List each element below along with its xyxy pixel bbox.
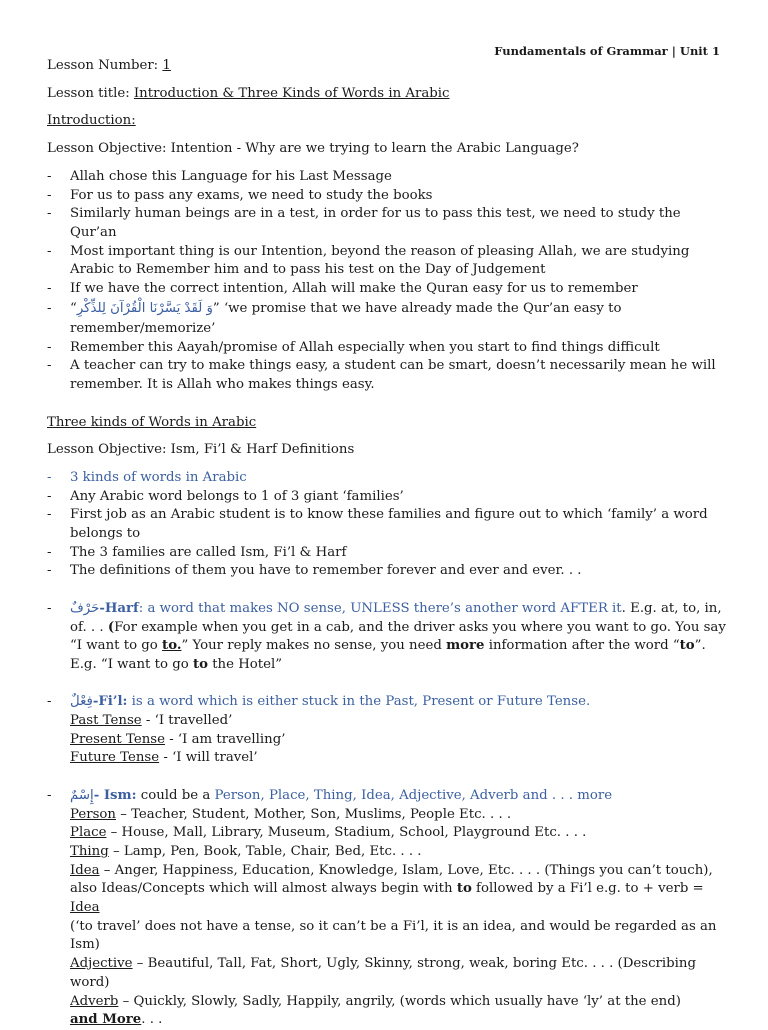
ism-row xyxy=(70,862,727,881)
quote-mark: “ xyxy=(70,300,77,316)
document-body xyxy=(47,57,727,1030)
fil-definition xyxy=(47,693,727,712)
tense-row xyxy=(70,731,727,750)
ism-row-text: – Teacher, Student, Mother, Son, Muslims, People Etc. . . . xyxy=(115,806,512,822)
harf-example-1: For example when you get in a cab, and the driver asks you where you want to go. You say “I want to go xyxy=(70,619,726,654)
ism-row-label: Place xyxy=(70,825,107,841)
page-header: Fundamentals of Grammar | Unit 1 xyxy=(494,44,720,58)
harf-arabic: حَرْفٌ xyxy=(70,600,100,616)
harf-example-3: information after the word “ xyxy=(484,638,680,654)
and-more: and More xyxy=(70,1012,142,1028)
tense-list xyxy=(47,712,727,768)
list-item: - Any Arabic word belongs to 1 of 3 giant ‘families’ xyxy=(47,488,727,507)
three-kinds-objective: Lesson Objective: Ism, Fi’l & Harf Definitions xyxy=(47,442,355,458)
tense-label: Past Tense xyxy=(70,713,142,729)
ism-section xyxy=(47,787,727,806)
three-kinds-list xyxy=(47,469,727,581)
ism-idea-note: (‘to travel’ does not have a tense, so it can’t be a Fi’l, it is an idea, and would be regarded as an Ism) xyxy=(70,918,717,953)
ism-arabic: إِسْمٌ xyxy=(70,787,94,803)
ism-idea-cont xyxy=(70,880,727,917)
harf-example-5: the Hotel” xyxy=(207,656,283,672)
intro-list xyxy=(47,168,727,395)
three-kinds-heading: Three kinds of Words in Arabic xyxy=(47,414,257,430)
lesson-number-value: 1 xyxy=(162,58,171,73)
lesson-number xyxy=(47,57,727,76)
idea-word: Idea xyxy=(70,900,100,916)
harf-def: : a word that makes NO sense, UNLESS there’s another word AFTER it xyxy=(138,600,622,616)
list-item: - Most important thing is our Intention, beyond the reason of pleasing Allah, we are studying Arabic to Remember him and to pass his test on the Day of Judgement xyxy=(47,243,727,280)
fil-arabic: فِعْلٌ xyxy=(70,694,93,710)
tense-label: Future Tense xyxy=(70,750,160,766)
harf-eg: . E.g. at, to, in, of. . . xyxy=(70,600,722,635)
idea-to: to xyxy=(456,881,472,897)
tense-label: Present Tense xyxy=(70,731,165,747)
ism-row-label: Adjective xyxy=(70,956,133,972)
list-item: - The 3 families are called Ism, Fi’l & Harf xyxy=(47,544,727,563)
ism-row xyxy=(70,1011,727,1030)
ism-name: - Ism: xyxy=(93,787,137,803)
tense-example: - ‘I will travel’ xyxy=(159,750,258,766)
ism-row-text: – Quickly, Slowly, Sadly, Happily, angrily, (words which usually have ‘ly’ at the end) xyxy=(118,993,681,1009)
ism-row-label: Idea xyxy=(70,862,100,878)
fil-section xyxy=(47,693,727,712)
list-item: - For us to pass any exams, we need to study the books xyxy=(47,187,727,206)
ism-row-text: – Anger, Happiness, Education, Knowledge, Islam, Love, Etc. . . . (Things you can’t touch), xyxy=(99,862,713,878)
lesson-title-value: Introduction & Three Kinds of Words in Arabic xyxy=(133,85,450,101)
harf-to2: to xyxy=(679,638,695,654)
list-item: - Remember this Aayah/promise of Allah especially when you start to find things difficult xyxy=(47,339,727,358)
ayah-translation: ” ‘we promise that we have already made the Qur’an easy to remember/memorize’ xyxy=(70,300,622,336)
tense-example: - ‘I travelled’ xyxy=(141,713,233,729)
list-item: - First job as an Arabic student is to know these families and figure out to which ‘family’ a word belongs to xyxy=(47,506,727,543)
ism-list: Person, Place, Thing, Idea, Adjective, Adverb and . . . more xyxy=(214,787,613,803)
list-item: - Similarly human beings are in a test, in order for us to pass this test, we need to study the Qur’an xyxy=(47,205,727,242)
ism-definition xyxy=(47,787,727,806)
tense-row xyxy=(70,749,727,768)
ism-row-text: – House, Mall, Library, Museum, Stadium, School, Playground Etc. . . . xyxy=(106,825,587,841)
lesson-title xyxy=(47,85,727,104)
and-more-tail: . . . xyxy=(141,1012,163,1028)
intro-objective: Lesson Objective: Intention - Why are we trying to learn the Arabic Language? xyxy=(47,141,579,157)
harf-example-4: ”. E.g. “I want to go xyxy=(70,638,706,672)
list-item: - 3 kinds of words in Arabic xyxy=(47,469,727,488)
ism-intro: could be a xyxy=(136,787,215,803)
harf-to3: to xyxy=(192,656,208,672)
ism-row-text: – Beautiful, Tall, Fat, Short, Ugly, Skinny, strong, weak, boring Etc. . . . (Describing word) xyxy=(70,956,696,990)
ayah-item xyxy=(47,299,727,339)
ism-row xyxy=(70,824,727,843)
harf-more: more xyxy=(446,638,485,654)
list-item: - A teacher can try to make things easy, a student can be smart, doesn’t necessarily mean he will remember. It is Allah who makes things easy. xyxy=(47,357,727,394)
harf-to: to. xyxy=(162,638,182,654)
idea-text: followed by a Fi’l e.g. to + verb = xyxy=(471,881,704,897)
list-item: - Allah chose this Language for his Last Message xyxy=(47,168,727,187)
tense-row xyxy=(70,712,727,731)
ism-rows xyxy=(47,806,727,1030)
intro-heading: Introduction: xyxy=(47,113,136,129)
harf-section xyxy=(47,600,727,675)
idea-text: also Ideas/Concepts which will almost always begin with xyxy=(70,881,457,897)
list-item: - The definitions of them you have to remember forever and ever and ever. . . xyxy=(47,562,727,581)
harf-name: -Harf xyxy=(99,600,139,616)
fil-name: -Fi’l: xyxy=(92,694,128,710)
fil-def: is a word which is either stuck in the Past, Present or Future Tense. xyxy=(127,694,591,710)
ism-row-label: Thing xyxy=(70,843,109,859)
ism-row xyxy=(70,843,727,862)
lesson-title-label: Lesson title: xyxy=(47,85,134,101)
lesson-number-label: Lesson Number: xyxy=(47,58,163,73)
ism-row xyxy=(70,806,727,825)
ism-row-text: – Lamp, Pen, Book, Table, Chair, Bed, Etc. . . . xyxy=(108,843,422,859)
list-item: - If we have the correct intention, Allah will make the Quran easy for us to remember xyxy=(47,280,727,299)
ism-row-label: Adverb xyxy=(70,993,119,1009)
ism-row xyxy=(70,955,727,992)
ayah-arabic: وَ لَقَدْ يَسَّرْنَا الْقُرْآنَ لِلذِّكْرِ xyxy=(76,300,213,316)
paren: ( xyxy=(107,619,115,635)
ism-row-label: Person xyxy=(70,806,116,822)
harf-definition xyxy=(47,600,727,675)
harf-example-2: ” Your reply makes no sense, you need xyxy=(181,638,447,654)
ism-row xyxy=(70,993,727,1012)
tense-example: - ‘I am travelling’ xyxy=(164,731,286,747)
